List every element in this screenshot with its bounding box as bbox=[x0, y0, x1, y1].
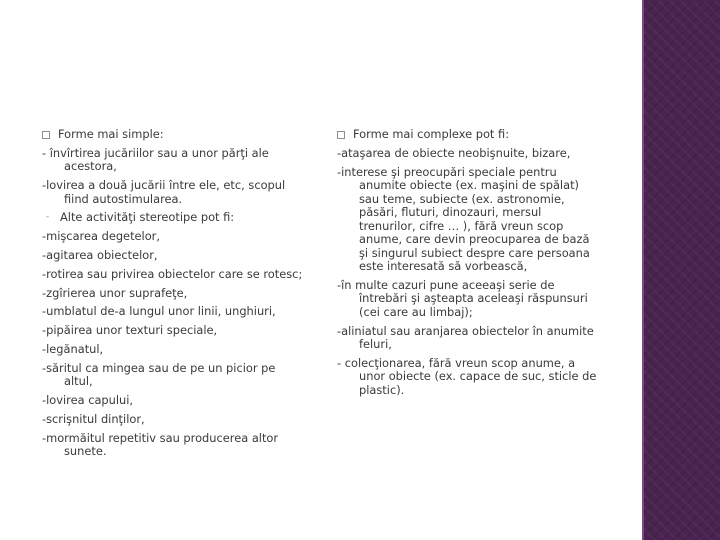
list-item: - colecţionarea, fără vreun scop anume, a unor obiecte (ex. capace de suc, sticle de plastic). bbox=[337, 355, 597, 397]
left-subheading-row bbox=[42, 211, 307, 225]
list-item: -agitarea obiectelor, bbox=[42, 247, 158, 262]
list-item: -interese şi preocupări speciale pentru anumite obiecte (ex. maşini de spălat) sau teme, subiecte (ex. astronomie, păsări, fluturi, dinozauri, mersul trenurilor, cifre … ), fără vreun scop anume, care devin preocuparea de bază şi singurul subiect despre care persoana este interesată să vorbească, bbox=[337, 164, 590, 274]
list-item: -legănatul, bbox=[42, 341, 104, 356]
list-item: -rotirea sau privirea obiectelor care se rotesc; bbox=[42, 266, 303, 281]
left-heading: Forme mai simple: bbox=[58, 127, 164, 141]
list-item: -pipăirea unor texturi speciale, bbox=[42, 323, 218, 338]
square-bullet-icon bbox=[337, 131, 345, 139]
list-item: -mormăitul repetitiv sau producerea altor sunete. bbox=[42, 430, 279, 459]
list-item: -săritul ca mingea sau de pe un picior pe altul, bbox=[42, 360, 276, 389]
left-heading-row bbox=[42, 128, 307, 142]
list-item: -zgîrierea unor suprafeţe, bbox=[42, 285, 188, 300]
list-item: -în multe cazuri pune aceeaşi serie de întrebări şi aşteapta aceleaşi răspunsuri (cei care au limbaj); bbox=[337, 277, 588, 319]
decorative-side-band bbox=[642, 0, 720, 540]
list-item: -aliniatul sau aranjarea obiectelor în anumite feluri, bbox=[337, 323, 594, 352]
left-column bbox=[42, 128, 307, 464]
list-item: -ataşarea de obiecte neobişnuite, bizare, bbox=[337, 145, 571, 160]
list-item: - învîrtirea jucăriilor sau a unor părţi ale acestora, bbox=[42, 145, 269, 174]
right-column bbox=[337, 128, 599, 403]
list-item: -scrişnitul dinţilor, bbox=[42, 411, 145, 426]
dash-bullet-icon: - bbox=[46, 212, 50, 223]
right-heading-row bbox=[337, 128, 599, 142]
right-heading: Forme mai complexe pot fi: bbox=[353, 127, 510, 141]
square-bullet-icon bbox=[42, 131, 50, 139]
list-item: -lovirea a două jucării între ele, etc, scopul fiind autostimularea. bbox=[42, 178, 286, 206]
list-item: -lovirea capului, bbox=[42, 393, 134, 408]
list-item: -mişcarea degetelor, bbox=[42, 229, 160, 244]
left-subheading: Alte activităţi stereotipe pot fi: bbox=[60, 210, 235, 225]
list-item: -umblatul de-a lungul unor linii, unghiuri, bbox=[42, 304, 276, 319]
